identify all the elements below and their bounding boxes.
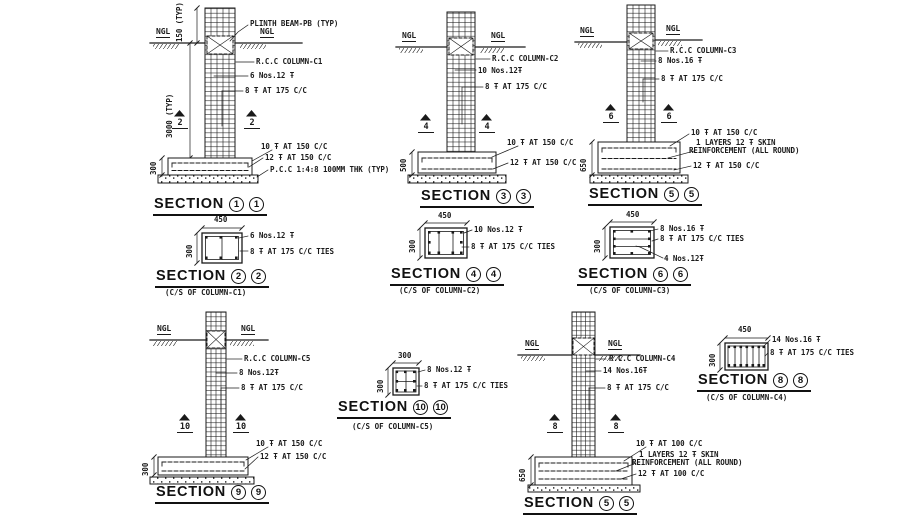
section-3-3-title <box>420 188 534 208</box>
main-bars-label: 6 Nos.12 Ŧ <box>250 71 295 80</box>
ngl-label: NGL <box>608 339 623 348</box>
section-10-10-title <box>337 399 451 419</box>
section-number-bubble: 4 <box>466 267 481 282</box>
section-number-bubble: 1 <box>249 197 264 212</box>
dim-width: 450 <box>214 215 228 224</box>
section-4-4-title <box>390 266 504 286</box>
dim-footing-depth: 650 <box>579 158 588 172</box>
ngl-label: NGL <box>241 324 256 333</box>
ngl-label: NGL <box>156 27 171 36</box>
section-9-9-drawing <box>150 312 268 484</box>
section-number-bubble: 1 <box>229 197 244 212</box>
section-number-bubble: 9 <box>231 485 246 500</box>
section-number-bubble: 10 <box>433 400 448 415</box>
dim-plinth-height: 150 (TYP) <box>175 2 184 42</box>
ngl-label: NGL <box>525 339 540 348</box>
section-number-bubble: 8 <box>793 373 808 388</box>
section-number-bubble: 3 <box>496 189 511 204</box>
column-c2-label: R.C.C COLUMN-C2 <box>492 54 559 63</box>
cut-marker-10: 10 <box>233 423 249 433</box>
section-number-bubble: 8 <box>773 373 788 388</box>
dim-height: 300 <box>593 239 602 253</box>
dim-column-height: 3000 (TYP) <box>165 93 174 138</box>
section-number-bubble: 6 <box>653 267 668 282</box>
footing-top-rebar-label: 10 Ŧ AT 150 C/C <box>256 439 323 448</box>
column-c5-label: R.C.C COLUMN-C5 <box>244 354 311 363</box>
ties-label: 8 Ŧ AT 175 C/C <box>485 82 547 91</box>
dim-height: 300 <box>376 379 385 393</box>
cut-marker-8: 8 <box>547 423 563 433</box>
footing-bottom-rebar-label: 12 Ŧ AT 150 C/C <box>265 153 332 162</box>
section-1-1-title <box>153 196 267 216</box>
section-4-4-subtitle: (C/S OF COLUMN-C2) <box>399 286 481 295</box>
section-6-6-subtitle: (C/S OF COLUMN-C3) <box>589 286 671 295</box>
ties-label: 8 Ŧ AT 175 C/C TIES <box>250 247 334 256</box>
title-text: SECTION <box>698 372 769 388</box>
cut-marker-4: 4 <box>418 123 434 133</box>
ties-label: 8 Ŧ AT 175 C/C <box>245 86 307 95</box>
main-bars-label: 8 Nos.16 Ŧ <box>660 224 705 233</box>
title-text: SECTION <box>338 399 409 415</box>
main-bars-label: 10 Nos.12 Ŧ <box>474 225 523 234</box>
title-text: SECTION <box>524 495 595 511</box>
plinth-beam-label: PLINTH BEAM-PB (TYP) <box>250 19 339 28</box>
title-text: SECTION <box>156 484 227 500</box>
cut-marker-4: 4 <box>479 123 495 133</box>
cut-marker-8: 8 <box>608 423 624 433</box>
section-2-2-drawing <box>195 226 248 265</box>
dim-footing-depth: 500 <box>399 158 408 172</box>
section-5-5-bottom-title <box>523 495 637 515</box>
section-5-5-top-title <box>588 186 702 206</box>
section-10-10-subtitle: (C/S OF COLUMN-C5) <box>352 422 434 431</box>
ties-label: 8 Ŧ AT 175 C/C TIES <box>471 242 555 251</box>
title-text: SECTION <box>589 186 660 202</box>
title-text: SECTION <box>391 266 462 282</box>
middle-bars-label: 4 Nos.12Ŧ <box>664 254 704 263</box>
ngl-label: NGL <box>666 24 681 33</box>
section-8-8-title <box>697 372 811 392</box>
skin-reinforcement-label-1: 1 LAYERS 12 Ŧ SKIN <box>639 450 719 459</box>
ties-label: 8 Ŧ AT 175 C/C <box>241 383 303 392</box>
ties-label: 8 Ŧ AT 175 C/C TIES <box>770 348 854 357</box>
section-6-6-drawing <box>603 220 663 260</box>
skin-reinforcement-label-1: 1 LAYERS 12 Ŧ SKIN <box>696 138 776 147</box>
main-bars-label: 14 Nos.16 Ŧ <box>772 335 821 344</box>
dim-width: 450 <box>438 211 452 220</box>
section-number-bubble: 4 <box>486 267 501 282</box>
section-number-bubble: 5 <box>664 187 679 202</box>
footing-bottom-rebar-label: 12 Ŧ AT 150 C/C <box>693 161 760 170</box>
pcc-label: P.C.C 1:4:8 100MM THK (TYP) <box>270 165 390 174</box>
title-text: SECTION <box>421 188 492 204</box>
column-c3-label: R.C.C COLUMN-C3 <box>670 46 737 55</box>
section-number-bubble: 5 <box>619 496 634 511</box>
cut-marker-10: 10 <box>177 423 193 433</box>
title-text: SECTION <box>154 196 225 212</box>
footing-top-rebar-label: 10 Ŧ AT 150 C/C <box>261 142 328 151</box>
footing-bottom-rebar-label: 12 Ŧ AT 100 C/C <box>638 469 705 478</box>
section-number-bubble: 3 <box>516 189 531 204</box>
section-4-4-drawing <box>418 221 472 260</box>
skin-reinforcement-label-2: REINFORCEMENT (ALL ROUND) <box>632 458 743 467</box>
footing-top-rebar-label: 10 Ŧ AT 100 C/C <box>636 439 703 448</box>
dim-height: 300 <box>708 353 717 367</box>
cut-marker-2: 2 <box>244 119 260 129</box>
ngl-label: NGL <box>402 31 417 40</box>
main-bars-label: 8 Nos.16 Ŧ <box>658 56 703 65</box>
main-bars-label: 8 Nos.12Ŧ <box>239 368 279 377</box>
section-number-bubble: 2 <box>231 269 246 284</box>
section-number-bubble: 9 <box>251 485 266 500</box>
skin-reinforcement-label-2: REINFORCEMENT (ALL ROUND) <box>689 146 800 155</box>
section-8-8-drawing <box>718 336 770 372</box>
ties-label: 8 Ŧ AT 175 C/C TIES <box>660 234 744 243</box>
column-c1-label: R.C.C COLUMN-C1 <box>256 57 323 66</box>
dim-width: 450 <box>626 210 640 219</box>
section-6-6-title <box>577 266 691 286</box>
column-c4-label: R.C.C COLUMN-C4 <box>609 354 676 363</box>
section-number-bubble: 10 <box>413 400 428 415</box>
ties-label: 8 Ŧ AT 175 C/C <box>607 383 669 392</box>
ties-label: 8 Ŧ AT 175 C/C TIES <box>424 381 508 390</box>
footing-bottom-rebar-label: 12 Ŧ AT 150 C/C <box>510 158 577 167</box>
dim-footing-depth: 300 <box>149 161 158 175</box>
main-bars-label: 14 Nos.16Ŧ <box>603 366 648 375</box>
dim-footing-depth: 300 <box>141 462 150 476</box>
title-text: SECTION <box>156 268 227 284</box>
dim-height: 300 <box>408 239 417 253</box>
footing-top-rebar-label: 10 Ŧ AT 150 C/C <box>507 138 574 147</box>
ngl-label: NGL <box>157 324 172 333</box>
main-bars-label: 8 Nos.12 Ŧ <box>427 365 472 374</box>
dim-footing-depth: 650 <box>518 468 527 482</box>
footing-bottom-rebar-label: 12 Ŧ AT 150 C/C <box>260 452 327 461</box>
main-bars-label: 10 Nos.12Ŧ <box>478 66 523 75</box>
ties-label: 8 Ŧ AT 175 C/C <box>661 74 723 83</box>
dim-width: 450 <box>738 325 752 334</box>
section-9-9-title <box>155 484 269 504</box>
section-number-bubble: 5 <box>599 496 614 511</box>
cut-marker-6: 6 <box>661 113 677 123</box>
section-10-10-drawing <box>386 361 425 397</box>
ngl-label: NGL <box>491 31 506 40</box>
section-number-bubble: 6 <box>673 267 688 282</box>
section-number-bubble: 2 <box>251 269 266 284</box>
main-bars-label: 6 Nos.12 Ŧ <box>250 231 295 240</box>
cut-marker-2: 2 <box>172 119 188 129</box>
section-2-2-title <box>155 268 269 288</box>
title-text: SECTION <box>578 266 649 282</box>
section-number-bubble: 5 <box>684 187 699 202</box>
dim-height: 300 <box>185 244 194 258</box>
section-2-2-subtitle: (C/S OF COLUMN-C1) <box>165 288 247 297</box>
footing-top-rebar-label: 10 Ŧ AT 150 C/C <box>691 128 758 137</box>
section-8-8-subtitle: (C/S OF COLUMN-C4) <box>706 393 788 402</box>
dim-width: 300 <box>398 351 412 360</box>
ngl-label: NGL <box>580 26 595 35</box>
cut-marker-6: 6 <box>603 113 619 123</box>
ngl-label: NGL <box>260 27 275 36</box>
